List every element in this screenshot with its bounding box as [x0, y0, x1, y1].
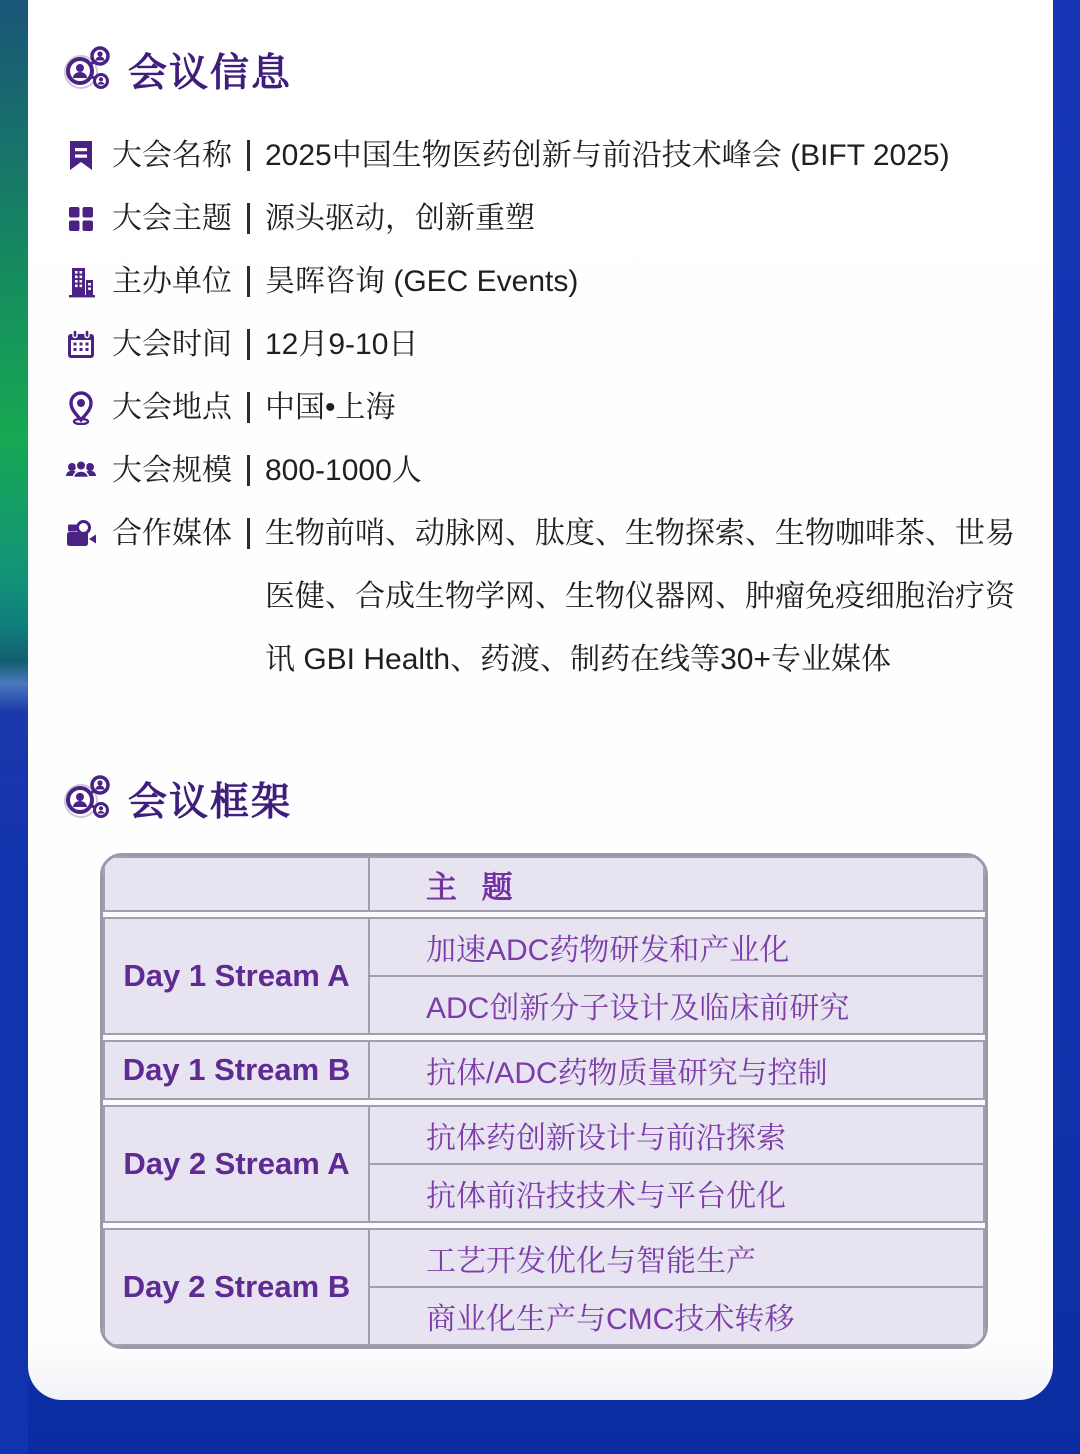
topic-cell: ADC创新分子设计及临床前研究 [369, 976, 984, 1034]
info-item-value: 昊晖咨询 (GEC Events) [265, 265, 579, 298]
topic-cell: 抗体/ADC药物质量研究与控制 [369, 1041, 984, 1099]
left-gradient-strip [0, 0, 28, 1454]
table-gap-row [104, 1222, 984, 1229]
info-item-label: 合作媒体 [112, 517, 232, 550]
info-item-label: 大会时间 [112, 328, 232, 361]
info-item-value: 800-1000人 [265, 454, 422, 487]
info-item-media [62, 502, 1023, 691]
info-item-label: 主办单位 [112, 265, 232, 298]
info-list [62, 124, 1023, 691]
people-network-icon [62, 45, 112, 95]
separator-bar [247, 455, 250, 486]
table-corner-cell [104, 857, 369, 911]
table-row [104, 918, 984, 976]
separator-bar [247, 392, 250, 423]
info-item-label: 大会地点 [112, 391, 232, 424]
table-header-row [104, 857, 984, 911]
info-item-label: 大会名称 [112, 139, 232, 172]
separator-bar [247, 518, 250, 549]
grid-icon [62, 187, 100, 250]
info-item-scale [62, 439, 1023, 502]
info-item-location [62, 376, 1023, 439]
info-item-theme [62, 187, 1023, 250]
info-item-value: 中国•上海 [265, 391, 396, 424]
info-item-label: 大会主题 [112, 202, 232, 235]
people-network-icon [62, 774, 112, 824]
day-stream-label: Day 1 Stream B [104, 1041, 369, 1099]
table-row [104, 1041, 984, 1099]
separator-bar [247, 266, 250, 297]
info-item-value: 源头驱动，创新重塑 [265, 202, 535, 235]
table-gap-row [104, 1099, 984, 1106]
day-stream-label: Day 1 Stream A [104, 918, 369, 1034]
topic-column-header: 主 题 [369, 857, 984, 911]
bookmark-icon [62, 124, 100, 187]
calendar-icon [62, 313, 100, 376]
separator-bar [247, 203, 250, 234]
topic-cell: 工艺开发优化与智能生产 [369, 1229, 984, 1287]
topic-cell: 商业化生产与CMC技术转移 [369, 1287, 984, 1345]
framework-section-title: 会议框架 [128, 781, 293, 824]
building-icon [62, 250, 100, 313]
table-gap-row [104, 911, 984, 918]
content-card [28, 0, 1053, 1400]
topic-cell: 加速ADC药物研发和产业化 [369, 918, 984, 976]
info-item-value: 2025中国生物医药创新与前沿技术峰会 (BIFT 2025) [265, 139, 950, 172]
info-section-header [62, 42, 1023, 98]
info-item-date [62, 313, 1023, 376]
people-icon [62, 439, 100, 502]
location-pin-icon [62, 376, 100, 439]
topic-cell: 抗体药创新设计与前沿探索 [369, 1106, 984, 1164]
info-item-label: 大会规模 [112, 454, 232, 487]
framework-section-header [62, 771, 1023, 827]
video-camera-icon [62, 502, 100, 565]
info-item-name [62, 124, 1023, 187]
table-gap-row [104, 1034, 984, 1041]
info-item-value: 生物前哨、动脉网、肽度、生物探索、生物咖啡茶、世易医健、合成生物学网、生物仪器网、肿瘤免疫细胞治疗资讯 GBI Health、药渡、制药在线等30+专业媒体 [265, 517, 1015, 676]
info-section-title: 会议信息 [128, 52, 293, 95]
day-stream-label: Day 2 Stream A [104, 1106, 369, 1222]
separator-bar [247, 329, 250, 360]
separator-bar [247, 140, 250, 171]
info-item-organizer [62, 250, 1023, 313]
day-stream-label: Day 2 Stream B [104, 1229, 369, 1345]
framework-table [100, 853, 988, 1349]
topic-cell: 抗体前沿技技术与平台优化 [369, 1164, 984, 1222]
table-row [104, 1229, 984, 1287]
table-row [104, 1106, 984, 1164]
info-item-value: 12月9-10日 [265, 328, 419, 361]
